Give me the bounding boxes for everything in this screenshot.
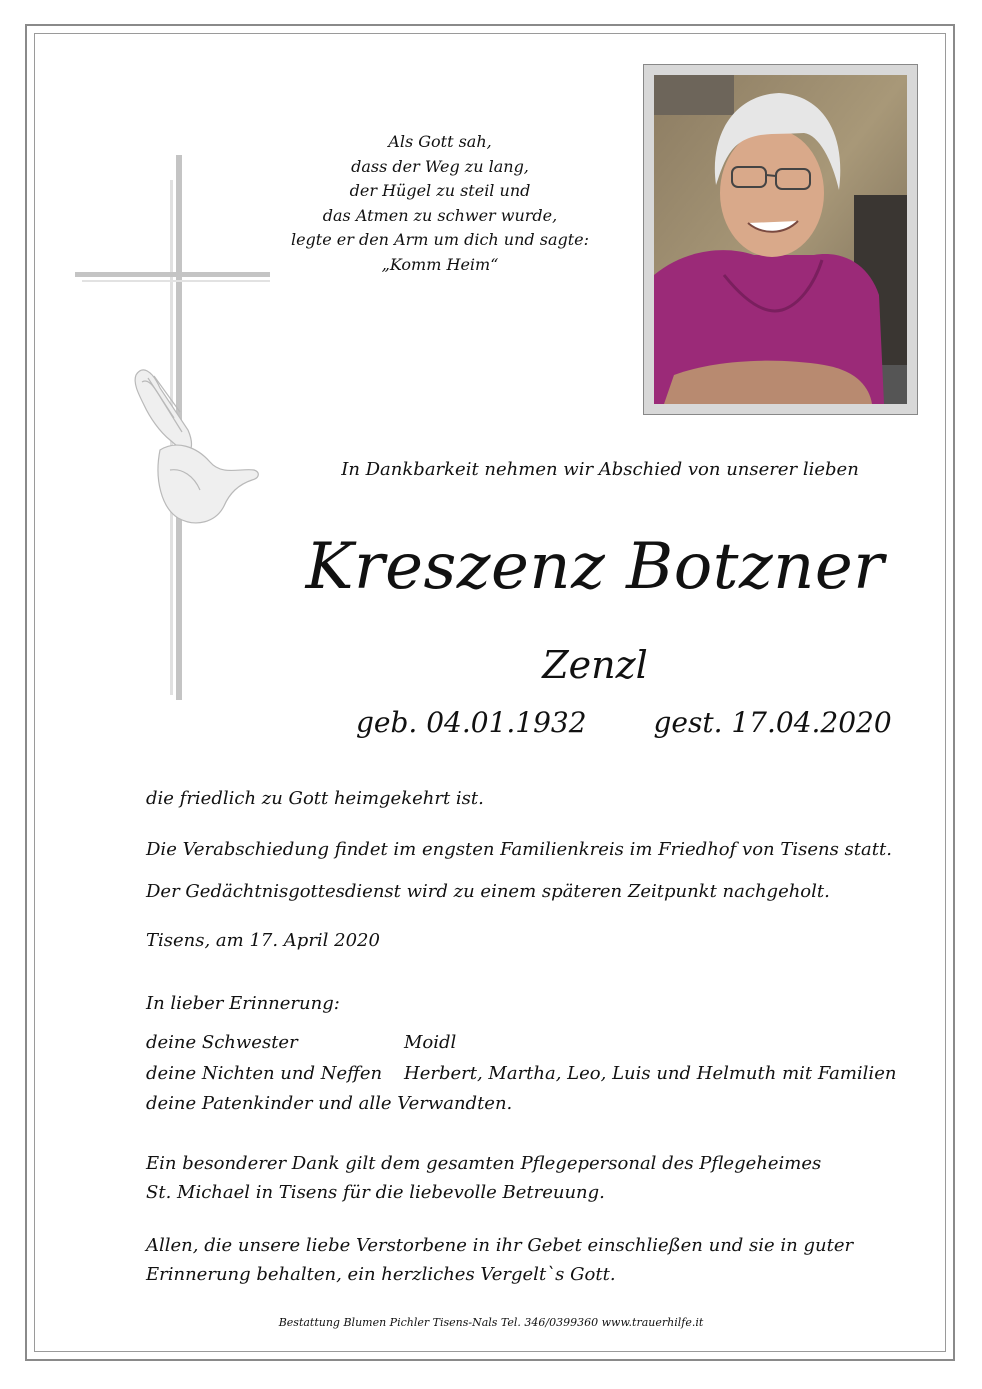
mourner-relation: deine Nichten und Neffen bbox=[146, 1063, 383, 1084]
poem-line: der Hügel zu steil und bbox=[349, 181, 531, 201]
poem-line: legte er den Arm um dich und sagte: bbox=[290, 230, 590, 250]
mourners-heading: In lieber Erinnerung: bbox=[146, 993, 340, 1014]
portrait-photo bbox=[654, 75, 907, 404]
place-and-date: Tisens, am 17. April 2020 bbox=[146, 930, 380, 951]
body-line: die friedlich zu Gott heimgekehrt ist. bbox=[146, 788, 484, 809]
thanks-line: St. Michael in Tisens für die liebevolle Betreuung. bbox=[146, 1182, 605, 1203]
poem-line: das Atmen zu schwer wurde, bbox=[322, 205, 558, 225]
closing-line: Allen, die unsere liebe Verstorbene in ihr Gebet einschließen und sie in guter bbox=[146, 1235, 854, 1256]
thanks-line: Ein besonderer Dank gilt dem gesamten Pflegepersonal des Pflegeheimes bbox=[146, 1153, 822, 1174]
deceased-name: Kreszenz Botzner bbox=[305, 530, 885, 604]
body-line: Die Verabschiedung findet im engsten Familienkreis im Friedhof von Tisens statt. bbox=[146, 839, 892, 860]
poem-line: Als Gott sah, bbox=[388, 132, 492, 151]
birth-date: geb. 04.01.1932 bbox=[356, 706, 587, 739]
cross-with-praying-hands-icon bbox=[70, 150, 270, 710]
mourner-relation: deine Schwester bbox=[146, 1032, 298, 1053]
farewell-intro: In Dankbarkeit nehmen wir Abschied von unserer lieben bbox=[341, 459, 859, 480]
portrait-frame bbox=[643, 64, 918, 415]
death-date: gest. 17.04.2020 bbox=[653, 706, 892, 739]
mourner-relation: deine Patenkinder und alle Verwandten. bbox=[146, 1093, 513, 1114]
mourner-names: Herbert, Martha, Leo, Luis und Helmuth mit Familien bbox=[404, 1063, 897, 1084]
life-dates bbox=[356, 706, 892, 739]
poem-line: „Komm Heim“ bbox=[381, 254, 499, 274]
body-line: Der Gedächtnisgottesdienst wird zu einem späteren Zeitpunkt nachgeholt. bbox=[146, 881, 830, 902]
mourner-names: Moidl bbox=[404, 1032, 457, 1053]
funeral-home-footer: Bestattung Blumen Pichler Tisens-Nals Tel. 346/0399360 www.trauerhilfe.it bbox=[278, 1316, 704, 1329]
memorial-poem bbox=[280, 130, 600, 278]
deceased-nickname: Zenzl bbox=[542, 643, 648, 687]
poem-line: dass der Weg zu lang, bbox=[351, 156, 529, 176]
closing-line: Erinnerung behalten, ein herzliches Vergelt`s Gott. bbox=[146, 1264, 616, 1285]
